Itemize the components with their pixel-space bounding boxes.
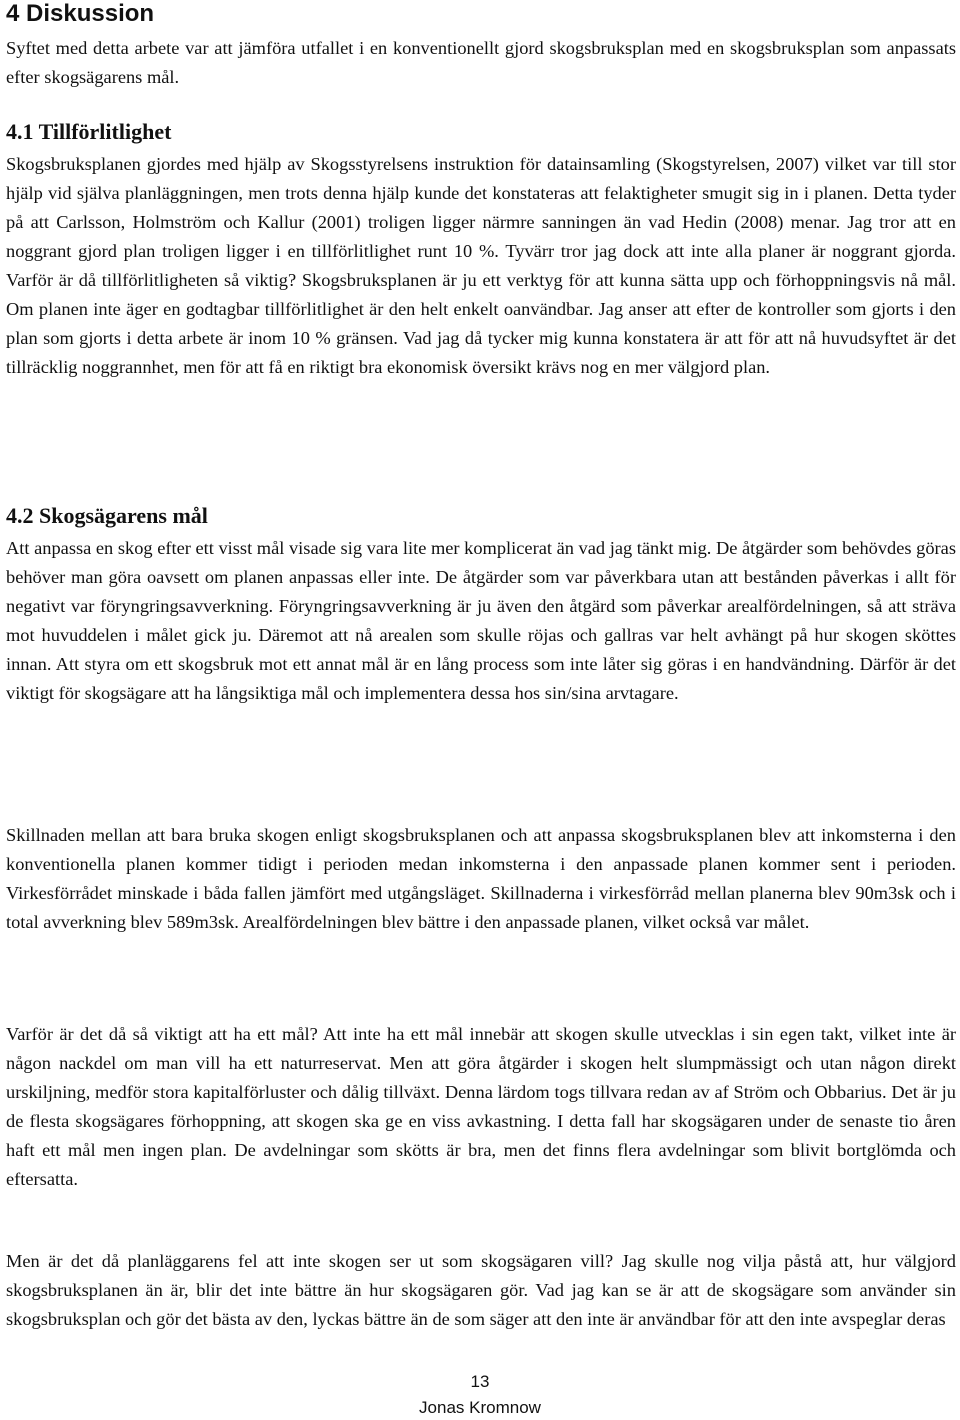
reliability-paragraph: Skogsbruksplanen gjordes med hjälp av Skogsstyrelsens instruktion för datainsamling (Skogstyrelsen, 2007) vilket var till stor hjälp vid själva planläggningen, men trots denna hjälp kunde det konstateras att felaktigheter smugit sig in i planen. Detta tyder på att Carlsson, Holmström och Kallur (2001) troligen ligger närmre sanningen än vad Hedin (2008) menar. Jag tror att en noggrant gjord plan troligen ligger i en tillförlitlighet runt 10 %. Tyvärr tror jag dock att inte alla planer är noggrant gjorda. Varför är då tillförlitligheten så viktig? Skogsbruksplanen är ju ett verktyg för att kunna sätta upp och förhoppningsvis nå mål. Om planen inte äger en godtagbar tillförlitlighet är den helt enkelt oanvändbar. Jag anser att efter de kontroller som gjorts i den plan som gjorts i detta arbete är inom 10 % gränsen. Vad jag då tycker mig kunna konstatera är att för att nå huvudsyftet är det tillräcklig noggrannhet, men för att få en riktigt bra ekonomisk översikt krävs nog en mer välgjord plan. [6, 154, 956, 377]
section-reliability-body [6, 150, 956, 382]
owner-goals-paragraph-2-block [6, 821, 956, 937]
owner-goals-paragraph-4-block [6, 1247, 956, 1334]
intro-paragraph: Syftet med detta arbete var att jämföra utfallet i en konventionellt gjord skogsbruksplan med en skogsbruksplan som anpassats efter skogsägarens mål. [6, 38, 956, 87]
chapter-heading: 4 Diskussion [6, 0, 155, 27]
owner-goals-paragraph-1-block [6, 534, 956, 708]
intro-block [6, 34, 956, 92]
owner-goals-paragraph-3-block [6, 1020, 956, 1194]
page-number: 13 [470, 1372, 490, 1391]
owner-goals-paragraph: Skillnaden mellan att bara bruka skogen enligt skogsbruksplanen och att anpassa skogsbruksplanen blev att inkomsterna i den konventionella planen kommer tidigt i perioden medan inkomsterna i den anpassade planen kommer sent i perioden. Virkesförrådet minskade i båda fallen jämfört med utgångsläget. Skillnaderna i virkesförråd mellan planerna blev 90m3sk och i total avverkning blev 589m3sk. Arealfördelningen blev bättre i den anpassade planen, vilket också var målet. [6, 825, 956, 932]
owner-goals-paragraph: Att anpassa en skog efter ett visst mål visade sig vara lite mer komplicerat än vad jag tänkt mig. De åtgärder som behövdes göras behöver man göra oavsett om planen anpassas eller inte. De åtgärder som var påverkbara utan att bestånden påverkas i allt för negativt var föryngringsavverkning. Föryngringsavverkning är ju även den åtgärd som påverkar arealfördelningen, så att sträva mot huvuddelen i målet gick ju. Däremot att nå arealen som skulle röjas och gallras var helt avhängt på hur skogen sköttes innan. Att styra om ett skogsbruk mot ett annat mål är en lång process som inte låter sig göras i en handvändning. Därför är det viktigt för skogsägare att ha långsiktiga mål och implementera dessa hos sin/sina arvtagare. [6, 538, 956, 703]
footer-author: Jonas Kromnow [419, 1398, 541, 1417]
owner-goals-paragraph: Varför är det då så viktigt att ha ett mål? Att inte ha ett mål innebär att skogen skulle utvecklas i sin egen takt, vilket inte är någon nackdel om man vill ha ett naturreservat. Men att göra åtgärder i skogen helt slumpmässigt och utan någon direkt urskiljning, medför stora kapitalförluster och dålig tillväxt. Denna lärdom togs tillvara redan av af Ström och Obbarius. Det är ju de flesta skogsägares förhoppning, att skogen ska ge en viss avkastning. I detta fall har skogsägaren under de senaste tio åren haft ett mål men ingen plan. De avdelningar som skötts är bra, men det finns flera avdelningar som blivit bortglömda och eftersatta. [6, 1024, 956, 1189]
section-title-owner-goals: 4.2 Skogsägarens mål [6, 503, 208, 528]
owner-goals-paragraph: Men är det då planläggarens fel att inte skogen ser ut som skogsägaren vill? Jag skulle nog vilja påstå att, hur välgjord skogsbruksplanen än är, blir det inte bättre än hur skogsägaren gör. Vad jag kan se är att de skogsägare som använder sin skogsbruksplan och gör det bästa av den, lyckas bättre än de som säger att den inte är användbar för att den inte avspeglar deras [6, 1251, 956, 1329]
section-title-reliability: 4.1 Tillförlitlighet [6, 119, 172, 144]
